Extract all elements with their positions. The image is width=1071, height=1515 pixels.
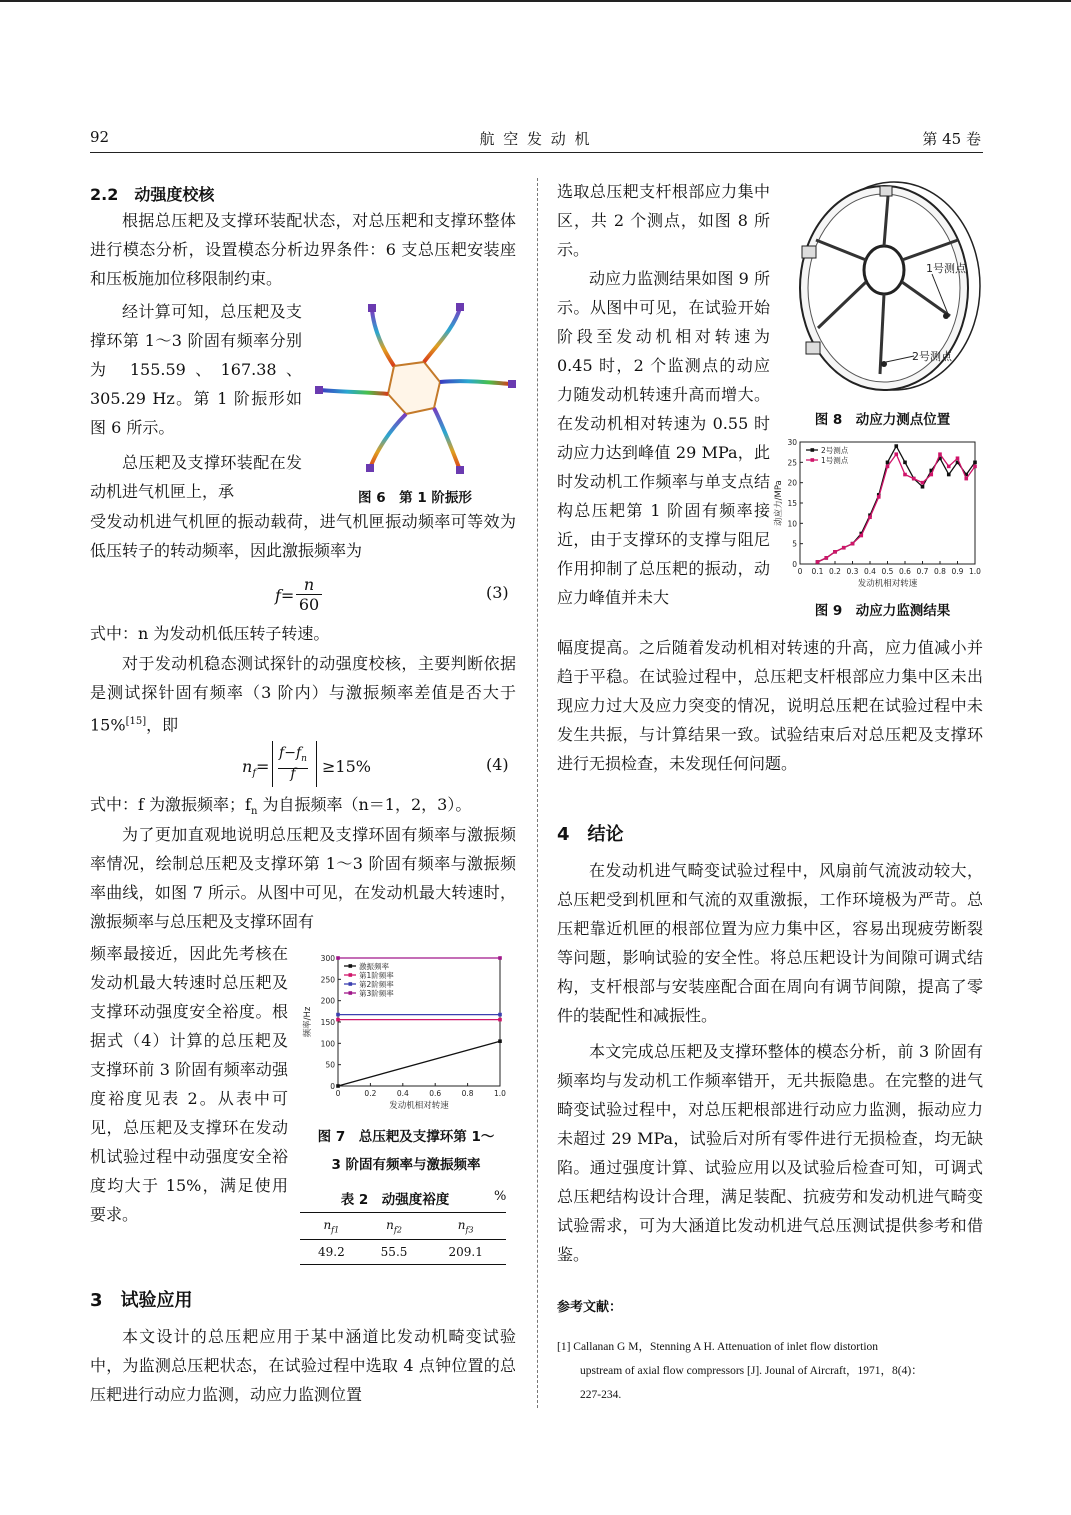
section-2-2-paragraph-3b: 受发动机进气机匣的振动载荷，进气机匣振动频率可等效为低压转子的转动频率，因此激振频率为 xyxy=(90,512,516,560)
figure-8-caption: 图 8 动应力测点位置 xyxy=(814,412,951,428)
table-2-caption: 表 2 动强度裕度 xyxy=(340,1192,450,1208)
data-point xyxy=(921,481,925,485)
x-tick-label: 0 xyxy=(797,567,803,576)
data-point xyxy=(851,542,855,546)
legend-label: 1号测点 xyxy=(821,456,849,465)
mount-block xyxy=(806,342,820,354)
rake-arm xyxy=(320,390,388,394)
mount-block xyxy=(366,464,374,472)
paragraph-5-text: 对于发动机稳态测试探针的动强度校核，主要判断依据是测试探针固有频率（3 阶内）与激振频率差值是否大于 15% xyxy=(90,654,516,735)
header-main: n xyxy=(386,1218,394,1232)
legend-marker xyxy=(349,973,353,977)
section-3-paragraph-1: 本文设计的总压耙应用于某中涵道比发动机畸变试验中，为监测总压耙状态，在试验过程中选取 4 点钟位置的总压耙进行动应力监测，动应力监测位置 xyxy=(90,1327,516,1404)
eq4-equals: = xyxy=(256,757,270,776)
y-tick-label: 25 xyxy=(787,458,797,468)
section-4-title: 4 结论 xyxy=(557,824,624,845)
section-2-2-paragraph-2: 经计算可知，总压耙及支撑环第 1～3 阶固有频率分别为 155.59、167.38、305.29 Hz。第 1 阶振形如图 6 所示。 xyxy=(90,302,302,437)
x-tick-label: 0.1 xyxy=(811,567,824,576)
x-tick-label: 1.0 xyxy=(494,1089,506,1098)
x-tick-label: 0.9 xyxy=(951,567,964,576)
y-tick-label: 200 xyxy=(320,996,335,1006)
data-point xyxy=(921,485,925,489)
section-2-2-title: 2.2 动强度校核 xyxy=(90,185,215,204)
data-point xyxy=(956,456,960,460)
mount-block xyxy=(456,303,464,311)
table-cell: 55.5 xyxy=(363,1240,426,1265)
legend-label: 第3阶频率 xyxy=(359,989,394,998)
x-tick-label: 0.8 xyxy=(461,1089,474,1098)
y-tick-label: 5 xyxy=(792,539,797,549)
legend-label: 激振频率 xyxy=(359,962,389,971)
equation-3-numerator: n xyxy=(296,576,322,595)
section-2-2-paragraph-3a: 总压耙及支撑环装配在发动机进气机匣上，承 xyxy=(90,453,302,501)
data-point xyxy=(894,444,898,448)
table-header-cell xyxy=(425,1213,506,1240)
y-axis-label: 频率/Hz xyxy=(303,1006,313,1038)
reference-1-line-1[interactable]: [1] Callanan G M，Stenning A H. Attenuation of inlet flow distortion xyxy=(557,1341,879,1353)
y-tick-label: 0 xyxy=(792,560,797,569)
label-point-1: 1号测点 xyxy=(926,262,966,275)
section-4-paragraph-1: 在发动机进气畸变试验过程中，风扇前气流波动较大，总压耙受到机匣和气流的双重激振，工作环境极为严苛。总压耙靠近机匣的根部位置为应力集中区，容易出现疲劳断裂等问题，影响试验的安全性。将总压耙设计为间隙可调式结构，支杆根部与安装座配合面在周向有调节间隙，提高了零件的装配性和减振性。 xyxy=(557,861,983,1025)
legend-label: 2号测点 xyxy=(821,446,849,455)
section-2-2-paragraph-5 xyxy=(90,649,516,739)
y-tick-label: 250 xyxy=(320,975,335,985)
data-point xyxy=(816,560,820,564)
x-tick-label: 0.3 xyxy=(846,567,859,576)
figure-6-caption: 图 6 第 1 阶振形 xyxy=(358,490,472,506)
section-3-paragraph-3: 动应力监测结果如图 9 所示。从图中可见，在试验开始阶段至发动机相对转速为 0.45 时，2 个监测点的动应力随发动机转速升高而增大。在发动机相对转速为 0.55 时动应力达到峰值 29 MPa，此时发动机工作频率与单支点结构总压耙第 1 阶固有频率接近，由于支撑环的支撑与阻尼作用抑制了总压耙的振动，动应力峰值并未大 xyxy=(557,269,770,607)
equation-4-number: (4) xyxy=(486,755,509,774)
page-number: 92 xyxy=(90,128,110,146)
section-3-title: 3 试验应用 xyxy=(90,1290,193,1311)
x-tick-label: 0.6 xyxy=(899,567,911,576)
x-tick-label: 0 xyxy=(335,1089,341,1098)
x-tick-label: 0.5 xyxy=(881,567,894,576)
legend-marker xyxy=(349,991,353,995)
x-tick-label: 0.7 xyxy=(916,567,929,576)
table-cell: 209.1 xyxy=(425,1240,506,1265)
figure-7-caption-line-1: 图 7 总压耙及支撑环第 1～ xyxy=(317,1129,495,1145)
top-rule xyxy=(0,0,1071,2)
reference-1-line-3: 227-234. xyxy=(580,1389,622,1401)
header-sub: f1 xyxy=(331,1225,340,1235)
data-point xyxy=(336,1013,340,1017)
legend-label: 第2阶频率 xyxy=(359,980,394,989)
citation-15[interactable]: [15] xyxy=(125,716,147,727)
rake-arm xyxy=(434,408,460,470)
figure-8-measuring-points xyxy=(776,178,986,403)
column-separator xyxy=(537,178,538,1408)
section-3-paragraph-2: 选取总压耙支杆根部应力集中区，共 2 个测点，如图 8 所示。 xyxy=(557,182,770,259)
x-tick-label: 0.2 xyxy=(829,567,841,576)
y-tick-label: 50 xyxy=(325,1060,335,1070)
equation-3-denominator: 60 xyxy=(298,595,320,614)
y-axis-label: 动应力/MPa xyxy=(774,480,784,526)
x-tick-label: 0.6 xyxy=(429,1089,442,1098)
references-title: 参考文献： xyxy=(557,1300,623,1315)
y-tick-label: 30 xyxy=(787,438,797,447)
data-point xyxy=(877,495,881,499)
data-point xyxy=(929,473,933,477)
data-point xyxy=(498,1013,502,1017)
abs-bar-right xyxy=(316,741,317,787)
x-tick-label: 0.8 xyxy=(934,567,946,576)
equation-3-lhs: f= xyxy=(275,586,295,605)
mount-block xyxy=(368,304,376,312)
x-tick-label: 0.4 xyxy=(396,1089,409,1098)
mount-block xyxy=(880,186,892,196)
x-tick-label: 0.4 xyxy=(864,567,876,576)
y-tick-label: 300 xyxy=(320,954,335,963)
equation-4-lhs xyxy=(242,757,269,779)
mount-block xyxy=(508,380,516,388)
data-point xyxy=(336,1018,340,1022)
table-2 xyxy=(300,1212,506,1265)
legend-label: 第1阶频率 xyxy=(359,971,394,980)
label-point-2: 2号测点 xyxy=(912,350,952,363)
table-header-cell xyxy=(363,1213,426,1240)
data-point xyxy=(894,452,898,456)
y-tick-label: 100 xyxy=(320,1039,335,1049)
mount-block xyxy=(802,246,816,258)
x-axis-label: 发动机相对转速 xyxy=(857,579,918,589)
section-4-paragraph-2: 本文完成总压耙及支撑环整体的模态分析，前 3 阶固有频率均与发动机工作频率错开，无共振隐患。在完整的进气畸变试验过程中，对总压耙根部进行动应力监测，振动应力未超过 29 MPa，试验后对所有零件进行无损检查，均无缺陷。通过强度计算、试验应用以及试验后检查可知，可调式总压耙结构设计合理，满足装配、抗疲劳和发动机进气畸变试验需求，可为大涵道比发动机进气总压测试提供参考和借鉴。 xyxy=(557,1042,983,1264)
data-point xyxy=(903,473,907,477)
section-2-2-paragraph-4: 式中：n 为发动机低压转子转速。 xyxy=(90,624,330,643)
y-tick-label: 20 xyxy=(787,478,797,488)
data-point xyxy=(912,477,916,481)
data-point xyxy=(973,461,977,465)
abs-bar-left xyxy=(272,741,273,787)
table-header-row xyxy=(300,1213,506,1240)
legend-marker xyxy=(349,982,353,986)
rake-arm xyxy=(372,310,394,366)
eq4-sub: f xyxy=(252,768,257,780)
volume-label: 第 45 卷 xyxy=(922,130,981,148)
data-point xyxy=(336,956,340,960)
rake-arm xyxy=(440,381,510,384)
header-sub: f3 xyxy=(465,1225,474,1235)
data-point xyxy=(833,550,837,554)
data-point xyxy=(336,1084,340,1088)
eq4-n: n xyxy=(242,757,253,776)
data-point xyxy=(868,515,872,519)
data-point xyxy=(947,465,951,469)
y-tick-label: 150 xyxy=(320,1018,335,1027)
table-2-unit: % xyxy=(494,1189,507,1204)
figure-9-chart xyxy=(772,434,984,596)
figure-7-caption-line-2: 3 阶固有频率与激振频率 xyxy=(331,1157,481,1173)
y-tick-label: 10 xyxy=(787,519,797,529)
paragraph-6-text: 式中：f 为激振频率；f xyxy=(90,795,251,814)
legend-marker xyxy=(349,964,353,968)
x-tick-label: 0.2 xyxy=(364,1089,377,1098)
paragraph-6-sub: n xyxy=(250,806,258,818)
figure-9-caption: 图 9 动应力监测结果 xyxy=(814,603,951,619)
equation-4-rhs: ≥15% xyxy=(322,757,371,776)
reference-1-line-2: upstream of axial flow compressors [J]. Jounal of Aircraft，1971，8(4)： xyxy=(580,1365,923,1377)
figure-6-mode-shape xyxy=(312,300,522,480)
paragraph-6-end: 为自振频率（n＝1，2，3）。 xyxy=(257,795,472,814)
data-point xyxy=(886,465,890,469)
section-2-2-paragraph-1: 根据总压耙及支撑环装配状态，对总压耙和支撑环整体进行模态分析，设置模态分析边界条件：6 支总压耙安装座和压板施加位移限制约束。 xyxy=(90,211,516,288)
data-point xyxy=(498,1018,502,1022)
equation-4-denominator: f xyxy=(290,766,296,782)
section-2-2-paragraph-8: 频率最接近，因此先考核在发动机最大转速时总压耙及支撑环动强度安全裕度。根据式（4）计算的总压耙及支撑环前 3 阶固有频率动强度裕度见表 2。从表中可见，总压耙及支撑环在发动机试验过程中动强度安全裕度均大于 15%，满足使用要求。 xyxy=(90,944,288,1224)
eq4-num-text: f−f xyxy=(279,745,302,761)
support-ring xyxy=(388,362,440,414)
data-point xyxy=(903,461,907,465)
mount-block xyxy=(456,466,464,474)
data-point xyxy=(973,465,977,469)
legend-marker xyxy=(811,448,815,452)
data-point xyxy=(964,477,968,481)
figure-7-chart xyxy=(298,950,513,1120)
table-row xyxy=(300,1240,506,1265)
data-point xyxy=(947,473,951,477)
table-header-cell xyxy=(300,1213,363,1240)
header-sub: f2 xyxy=(393,1225,402,1235)
data-point xyxy=(938,452,942,456)
x-axis-label: 发动机相对转速 xyxy=(389,1101,449,1111)
equation-3-number: (3) xyxy=(486,583,509,602)
mount-block xyxy=(315,386,323,394)
data-point xyxy=(498,1039,502,1043)
header-main: n xyxy=(457,1218,466,1232)
data-point xyxy=(498,956,502,960)
table-cell: 49.2 xyxy=(300,1240,363,1265)
rake-arm xyxy=(370,414,406,468)
section-2-2-paragraph-7: 为了更加直观地说明总压耙及支撑环固有频率与激振频率情况，绘制总压耙及支撑环第 1～3 阶固有频率与激振频率曲线，如图 7 所示。从图中可见，在发动机最大转速时，激振频率与总压耙及支撑环固有 xyxy=(90,825,516,931)
section-3-paragraph-4: 幅度提高。之后随着发动机相对转速的升高，应力值减小并趋于平稳。在试验过程中，总压耙支杆根部应力集中区未出现应力过大及应力突变的情况，说明总压耙在试验过程中未发生共振，与计算结果一致。试验结束后对总压耙及支撑环进行无损检查，未发现任何问题。 xyxy=(557,638,983,773)
data-point xyxy=(842,546,846,550)
y-tick-label: 0 xyxy=(330,1082,335,1091)
header-rule xyxy=(90,152,983,153)
x-tick-label: 1.0 xyxy=(969,567,981,576)
data-point xyxy=(824,556,828,560)
rake-arm xyxy=(424,308,460,362)
header-main: n xyxy=(323,1218,332,1232)
y-tick-label: 15 xyxy=(787,499,797,508)
eq4-num-sub: n xyxy=(301,753,307,764)
legend-marker xyxy=(811,458,815,462)
journal-title: 航 空 发 动 机 xyxy=(479,130,592,148)
series-line xyxy=(338,1041,500,1086)
data-point xyxy=(859,534,863,538)
paragraph-5-end: ，即 xyxy=(146,715,179,735)
